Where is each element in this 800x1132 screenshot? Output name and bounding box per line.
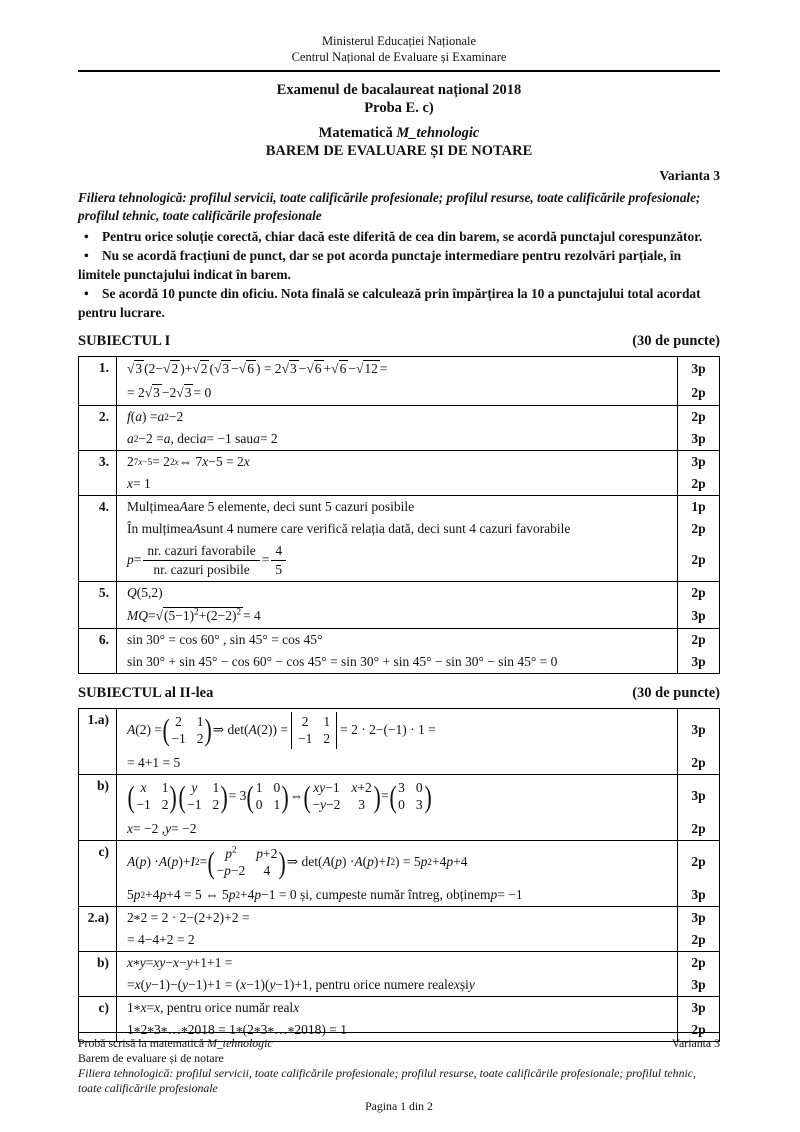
points-value: 3p [677,604,719,628]
row-solution [117,451,719,495]
solution-line [117,357,719,381]
row-label: 1.a) [79,709,117,774]
solution-line [117,818,719,840]
row-label: c) [79,841,117,906]
solution-expression: sin 30° = cos 60° , sin 45° = cos 45° [127,631,323,647]
rule-text: Se acordă 10 puncte din oficiu. Nota finală se calculează prin împărțirea la 10 a punctajului total acordat pentru lucrare. [78,286,701,320]
points-value: 2p [677,952,719,974]
bullet-marker: • [84,248,89,263]
row-label: 1. [79,357,117,405]
solution-line [117,604,719,628]
ministry-header [78,34,720,65]
bullet-marker: • [84,229,89,244]
row-solution [117,582,719,628]
solution-line [117,997,719,1019]
exam-subtitle: Proba E. c) [364,100,434,116]
solution-expression: A (2) = ( 2 1 −1 2 ) ⇒ det( A (2)) = 2 1 −1 2 = 2 · 2−(−1) · 1 = [127,712,436,748]
subject-label: Matematică [318,125,397,141]
solution-expression: a 2 −2 = a , deci a = −1 sau a = 2 [127,430,278,446]
footer-line2: Barem de evaluare și de notare [78,1051,224,1065]
row-solution [117,357,719,405]
row-solution [117,907,719,951]
row-solution [117,709,719,774]
row-label: 2. [79,406,117,450]
row-solution [117,775,719,840]
row-solution [117,841,719,906]
rule-text: Nu se acordă fracțiuni de punct, dar se pot acorda punctaje intermediare pentru rezolvări parțiale, în limitele punctajului indicat în barem. [78,248,682,282]
solution-line [117,406,719,428]
points-value: 2p [677,629,719,651]
solution-line [117,518,719,540]
table-row [79,495,719,581]
doc-title: BAREM DE EVALUARE ȘI DE NOTARE [265,143,533,159]
solution-expression: = 4+1 = 5 [127,754,181,770]
solution-line [117,775,719,818]
footer-filiera: Filiera tehnologică: profilul servicii, toate calificările profesionale; profilul resurse, toate calificările profesionale; profilul tehnic, toate calificările profesionale [78,1066,696,1095]
solution-line [117,473,719,495]
solution-expression: x * y = xy − x − y +1+1 = [127,954,233,972]
solution-expression: 1 * 2 * 3 * … * 2018 = 1 * (2 * 3 * … * 2018) = 1 [127,1021,347,1039]
solution-expression: 1 * x = x , pentru orice număr real x [127,999,300,1017]
row-solution [117,629,719,673]
solution-line [117,428,719,450]
table-row [79,774,719,840]
solution-line [117,884,719,906]
subject-title [78,124,720,142]
solution-expression: Mulțimea A are 5 elemente, deci sunt 5 cazuri posibile [127,498,415,514]
points-value: 2p [677,518,719,540]
table-row [79,450,719,495]
page-footer [78,1032,720,1114]
solution-expression: 5 p 2 +4 p +4 = 5 ⇔ 5 p 2 +4 p −1 = 0 și, cum p este număr întreg, obținem p = −1 [127,886,523,902]
points-value: 2p [677,818,719,840]
subject2-points: (30 de puncte) [632,684,720,701]
row-solution [117,496,719,581]
header-rule [78,70,720,72]
table-row [79,357,719,405]
solution-line [117,451,719,473]
subject1-table [78,356,720,674]
points-value: 2p [677,841,719,884]
points-value: 3p [677,428,719,450]
rule-text: Pentru orice soluție corectă, chiar dacă este diferită de cea din barem, se acordă punctajul corespunzător. [102,229,703,244]
solution-line [117,952,719,974]
rule-item [78,227,720,246]
row-label: 5. [79,582,117,628]
points-value: 3p [677,974,719,996]
row-label: b) [79,952,117,996]
solution-line [117,929,719,951]
points-value: 2p [677,752,719,774]
points-value: 2p [677,929,719,951]
points-value: 3p [677,884,719,906]
solution-line [117,629,719,651]
solution-expression: A ( p ) · A ( p )+ I 2 = ( $p^2$ p+2 −p−2 4 ) ⇒ det( A ( p ) · A ( p )+ I 2 ) = 5 p 2 +4 p +4 [127,844,468,880]
solution-line [117,752,719,774]
table-row [79,906,719,951]
solution-line [117,540,719,581]
solution-expression: = 4−4+2 = 2 [127,931,195,947]
subject1-heading [78,333,720,350]
solution-expression: p = $\frac{\text{nr. cazuri favorabile}}{\text{nr. cazuri posibile}}$ = $\frac{4}{5}$ [117,540,677,581]
row-label: 3. [79,451,117,495]
solution-line [117,582,719,604]
footer-doc-subject: M_tehnologic [207,1036,273,1050]
points-value: 2p [677,473,719,495]
solution-line [117,496,719,518]
solution-line [117,709,719,752]
footer-doc-text: Probă scrisă la matematică [78,1036,208,1050]
table-row [79,628,719,673]
points-value: 2p [677,540,719,581]
footer-line1 [78,1036,720,1051]
page-number: Pagina 1 din 2 [365,1099,433,1113]
points-value: 3p [677,775,719,818]
solution-expression: x = 1 [127,475,151,491]
rule-item [78,284,720,322]
points-value: 3p [677,907,719,929]
row-solution [117,406,719,450]
row-label: 4. [79,496,117,581]
points-value: 2p [677,1019,719,1041]
row-solution [117,952,719,996]
table-row [79,709,719,774]
subject1-points: (30 de puncte) [632,333,720,349]
points-value: 2p [677,582,719,604]
solution-line [117,381,719,405]
row-label: 6. [79,629,117,673]
exam-title: Examenul de bacalaureat național 2018 [276,82,522,98]
solution-line [117,841,719,884]
rules-list [78,227,720,322]
solution-expression: 2 * 2 = 2 · 2−(2+2)+2 = [127,909,250,927]
points-value: 2p [677,406,719,428]
ministry-line1: Ministerul Educației Naționale [321,34,477,48]
solution-expression: ( x 1 −1 2 ) ( y 1 −1 2 ) = 3 ( 1 0 0 1 ) ⇔ ( xy−1 x+2 −y−2 3 ) = ( 3 0 0 3 ) [127,778,432,814]
rule-item [78,246,720,284]
footer-variant: Varianta 3 [671,1036,720,1050]
subject1-title: SUBIECTUL I [78,333,171,349]
solution-expression: = 2 √3 −2 √3 = 0 [127,384,212,400]
subject2-heading [78,685,720,702]
solution-expression: √3 (2− √2 )+ √2 ( √3 − √6 ) = 2 √3 − √6 + √6 − √12 = [127,360,388,376]
solution-expression: Q (5,2) [127,584,163,600]
points-value: 3p [677,451,719,473]
table-row [79,951,719,996]
solution-expression: sin 30° + sin 45° − cos 60° − cos 45° = sin 30° + sin 45° − sin 30° − sin 45° = 0 [127,653,558,669]
title-block [78,81,720,160]
subject-name: M_tehnologic [396,125,480,141]
points-value: 3p [677,709,719,752]
solution-line [117,974,719,996]
solution-expression: MQ = $√(5-1)^2+(2-2)^2$ = 4 [127,606,261,623]
variant-label: Varianta 3 [659,168,720,183]
points-value: 3p [677,357,719,381]
bullet-marker: • [84,286,89,301]
table-row [79,840,719,906]
solution-line [117,907,719,929]
ministry-line2: Centrul Național de Evaluare și Examinare [291,49,507,64]
filiera-paragraph: Filiera tehnologică: profilul servicii, toate calificările profesionale; profilul resurse, toate calificările profesionale; profilul tehnic, toate calificările profesionale [78,190,701,223]
solution-line [117,651,719,673]
solution-expression: x = −2 , y = −2 [127,820,197,836]
subject2-title: SUBIECTUL al II-lea [78,684,214,701]
points-value: 2p [677,381,719,405]
subject2-table [78,708,720,1042]
footer-doc-label [78,1036,273,1051]
footer-rule [78,1032,720,1033]
solution-expression: 2 7x−5 = 2 2x ⇔ 7 x −5 = 2 x [127,453,250,469]
points-value: 3p [677,997,719,1019]
table-row [79,581,719,628]
row-label: c) [79,997,117,1041]
row-label: 2.a) [79,907,117,951]
solution-expression: = x ( y −1)−( y −1)+1 = ( x −1)( y −1)+1, pentru orice numere reale x și y [127,976,475,992]
table-row [79,405,719,450]
solution-expression: În mulțimea A sunt 4 numere care verifică relația dată, deci sunt 4 cazuri favorabile [127,520,571,536]
solution-expression: f ( a ) = a 2 −2 [127,408,184,424]
points-value: 1p [677,496,719,518]
points-value: 3p [677,651,719,673]
row-label: b) [79,775,117,840]
